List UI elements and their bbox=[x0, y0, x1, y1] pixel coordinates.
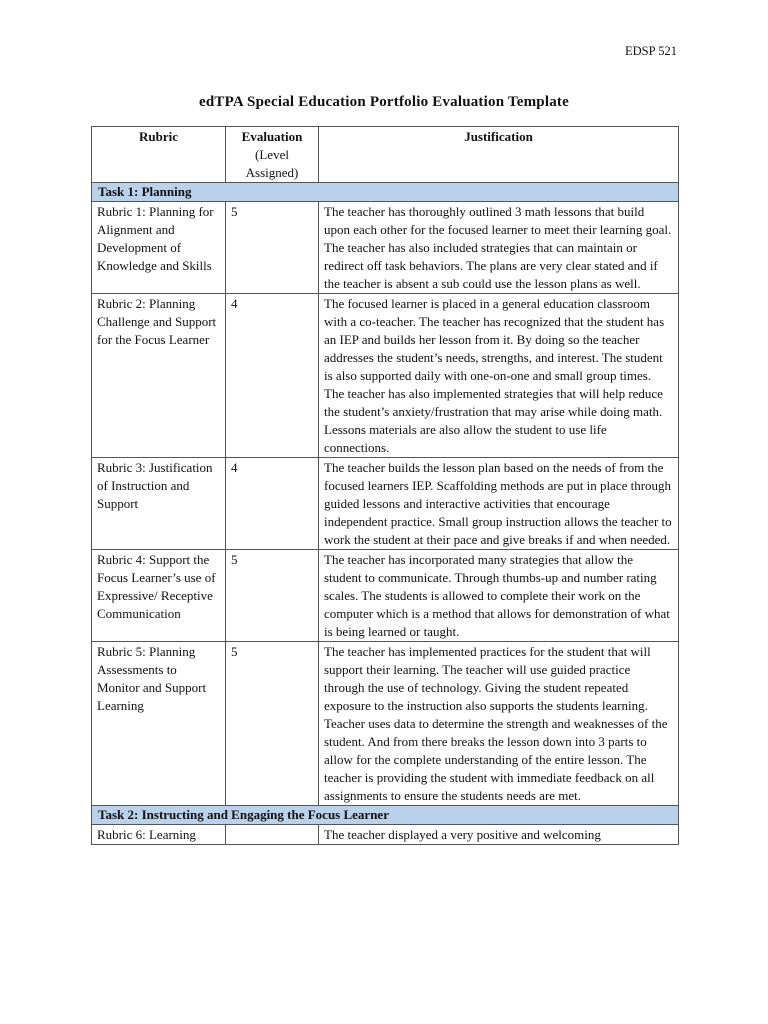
table-row bbox=[92, 550, 679, 642]
table-row bbox=[92, 825, 679, 845]
table-row bbox=[92, 202, 679, 294]
rubric-cell: Rubric 3: Justification of Instruction and Support bbox=[92, 458, 226, 550]
justification-cell: The teacher displayed a very positive and welcoming bbox=[319, 825, 679, 845]
rubric-cell: Rubric 2: Planning Challenge and Support for the Focus Learner bbox=[92, 294, 226, 458]
rubric-column-header: Rubric bbox=[92, 127, 226, 183]
justification-cell: The teacher has implemented practices for the student that will support their learning. The teacher will use guided practice through the use of technology. Giving the student repeated exposure to the instruction also supports the students learning. Teacher uses data to determine the strength and weaknesses of the student. And from there breaks the lesson down into 3 parts to allow for the complete understanding of the entire lesson. The teacher is providing the student with immediate feedback on all assignments to ensure the students needs are met. bbox=[319, 642, 679, 806]
table-row bbox=[92, 458, 679, 550]
table-row bbox=[92, 294, 679, 458]
task-section-row bbox=[92, 806, 679, 825]
evaluation-cell: 4 bbox=[226, 294, 319, 458]
document-title: edTPA Special Education Portfolio Evaluation Template bbox=[199, 94, 569, 110]
evaluation-column-header: Evaluation (Level Assigned) bbox=[226, 127, 319, 183]
table-header-row bbox=[92, 127, 679, 183]
evaluation-cell: 4 bbox=[226, 458, 319, 550]
evaluation-subheader: (Level Assigned) bbox=[245, 147, 299, 180]
evaluation-cell: 5 bbox=[226, 202, 319, 294]
justification-cell: The focused learner is placed in a general education classroom with a co-teacher. The teacher has recognized that the student has an IEP and builds her lesson from it. By doing so the teacher addresses the student’s needs, strengths, and interest. The student is also supported daily with one-on-one and small group times. The teacher has also implemented strategies that will help reduce the student’s anxiety/frustration that may arise while doing math. Lessons materials are also allow the student to use life connections. bbox=[319, 294, 679, 458]
justification-cell: The teacher has thoroughly outlined 3 math lessons that build upon each other for the focused learner to meet their learning goal. The teacher has also included strategies that can maintain or redirect off task behaviors. The plans are very clear stated and if the teacher is absent a sub could use the lesson plans as well. bbox=[319, 202, 679, 294]
justification-column-header: Justification bbox=[319, 127, 679, 183]
justification-cell: The teacher builds the lesson plan based on the needs of from the focused learners IEP. Scaffolding methods are put in place through guided lessons and interactive activities that encourage independent practice. Small group instruction allows the teacher to work the student at their pace and give breaks if and when needed. bbox=[319, 458, 679, 550]
rubric-cell: Rubric 6: Learning bbox=[92, 825, 226, 845]
evaluation-cell: 5 bbox=[226, 550, 319, 642]
course-code: EDSP 521 bbox=[625, 44, 677, 58]
justification-cell: The teacher has incorporated many strategies that allow the student to communicate. Through thumbs-up and number rating scales. The students is allowed to complete their work on the computer which is a method that allows for demonstration of what is being learned or taught. bbox=[319, 550, 679, 642]
task-section-row bbox=[92, 183, 679, 202]
table-row bbox=[92, 642, 679, 806]
task-1-label: Task 1: Planning bbox=[92, 183, 679, 202]
task-2-label: Task 2: Instructing and Engaging the Focus Learner bbox=[92, 806, 679, 825]
evaluation-cell: 5 bbox=[226, 642, 319, 806]
rubric-cell: Rubric 1: Planning for Alignment and Development of Knowledge and Skills bbox=[92, 202, 226, 294]
rubric-cell: Rubric 5: Planning Assessments to Monitor and Support Learning bbox=[92, 642, 226, 806]
evaluation-cell bbox=[226, 825, 319, 845]
evaluation-table bbox=[91, 126, 679, 845]
rubric-cell: Rubric 4: Support the Focus Learner’s use of Expressive/ Receptive Communication bbox=[92, 550, 226, 642]
